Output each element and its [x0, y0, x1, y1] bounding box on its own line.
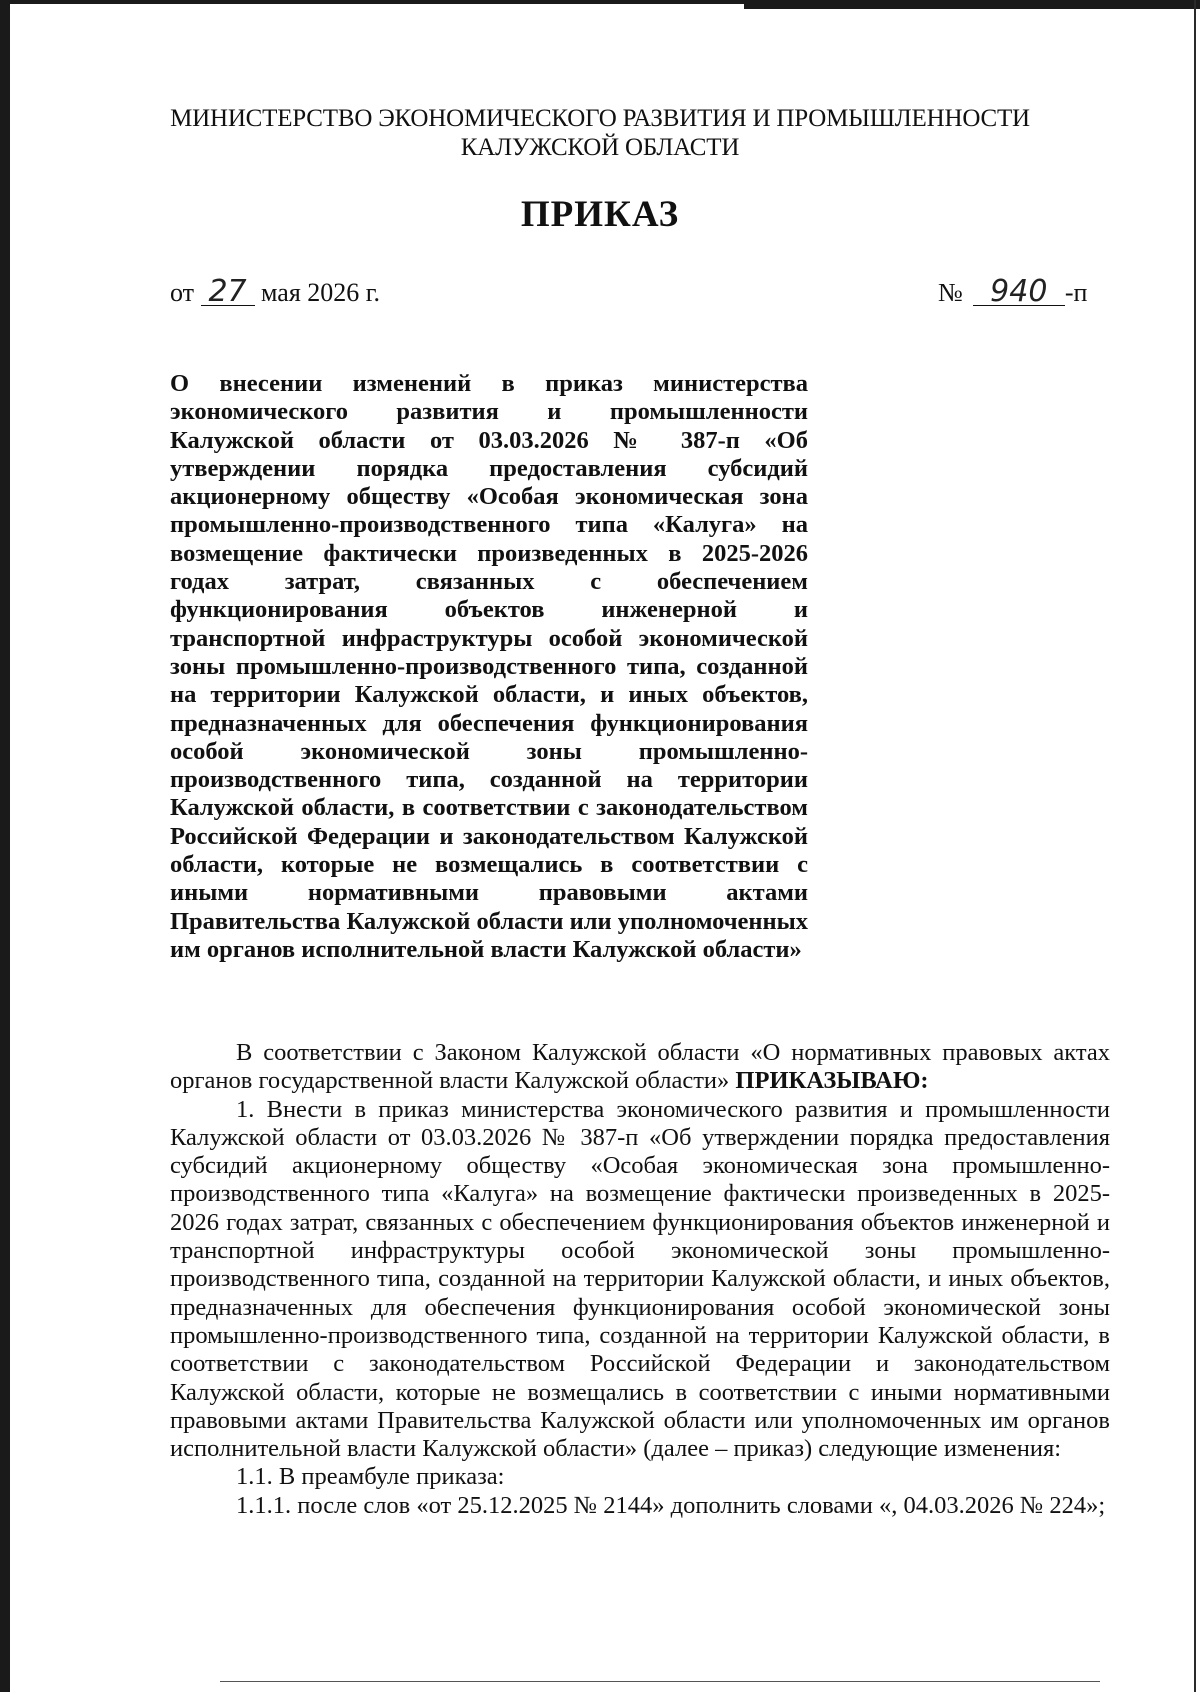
date-prefix: от [170, 278, 195, 307]
scan-border-right [1194, 0, 1196, 1692]
scan-border-left [0, 0, 10, 1692]
order-subject: О внесении изменений в приказ министерства экономического развития и промышленности Калужской области от 03.03.2026 № 387-п «Об утверждении порядка предоставления субсидий акционерному обществу «Особая экономическая зона промышленно-производственного типа «Калуга» на возмещение фактически произведенных в 2025-2026 годах затрат, связанных с обеспечением функционирования объектов инженерной и транспортной инфраструктуры особой экономической зоны промышленно-производственного типа, созданной на территории Калужской области, и иных объектов, предназначенных для обеспечения функционирования особой экономической зоны промышленно-производственного типа, созданной на территории Калужской области, в соответствии с законодательством Российской Федерации и законодательством Калужской области, которые не возмещались в соответствии с иными нормативными правовыми актами Правительства Калужской области или уполномоченных им органов исполнительной власти Калужской области» [170, 370, 808, 963]
item-1-1: 1.1. В преамбуле приказа: [236, 1463, 505, 1491]
scan-border-top-right [744, 0, 1200, 9]
number-sign: № [938, 278, 963, 307]
handwritten-number: 940 [973, 279, 1065, 306]
item-1-1-1: 1.1.1. после слов «от 25.12.2025 № 2144» дополнить словами «, 04.03.2026 № 224»; [236, 1491, 1106, 1519]
order-body [170, 1039, 1110, 1520]
date-month-year: мая 2026 г. [261, 278, 381, 307]
number-suffix: -п [1064, 278, 1088, 307]
preamble-text: В соответствии с Законом Калужской области «О нормативных правовых актах органов государственной власти Калужской области» [170, 1039, 1110, 1095]
order-number [938, 274, 1088, 309]
document-type-title: ПРИКАЗ [520, 194, 680, 235]
ministry-name-line2: КАЛУЖСКОЙ ОБЛАСТИ [460, 134, 740, 161]
preamble-paragraph [170, 1039, 1110, 1096]
handwritten-day: 27 [201, 279, 255, 306]
ministry-header [0, 104, 1200, 162]
ministry-name-line1: МИНИСТЕРСТВО ЭКОНОМИЧЕСКОГО РАЗВИТИЯ И ПРОМЫШЛЕННОСТИ [170, 105, 1030, 132]
order-date [170, 274, 381, 309]
scan-bottom-line [220, 1681, 1100, 1682]
item-1: 1. Внести в приказ министерства экономического развития и промышленности Калужской области от 03.03.2026 № 387-п «Об утверждении порядка предоставления субсидий акционерному обществу «Особая экономическая зона промышленно-производственного типа «Калуга» на возмещение фактически произведенных в 2025-2026 годах затрат, связанных с обеспечением функционирования объектов инженерной и транспортной инфраструктуры особой экономической зоны промышленно-производственного типа, созданной на территории Калужской области, и иных объектов, предназначенных для обеспечения функционирования особой экономической зоны промышленно-производственного типа, созданной на территории Калужской области, в соответствии с законодательством Российской Федерации и законодательством Калужской области, которые не возмещались в соответствии с иными нормативными правовыми актами Правительства Калужской области или уполномоченных им органов исполнительной власти Калужской области» (далее – приказ) следующие изменения: [170, 1095, 1110, 1463]
decree-word: ПРИКАЗЫВАЮ: [735, 1067, 929, 1095]
